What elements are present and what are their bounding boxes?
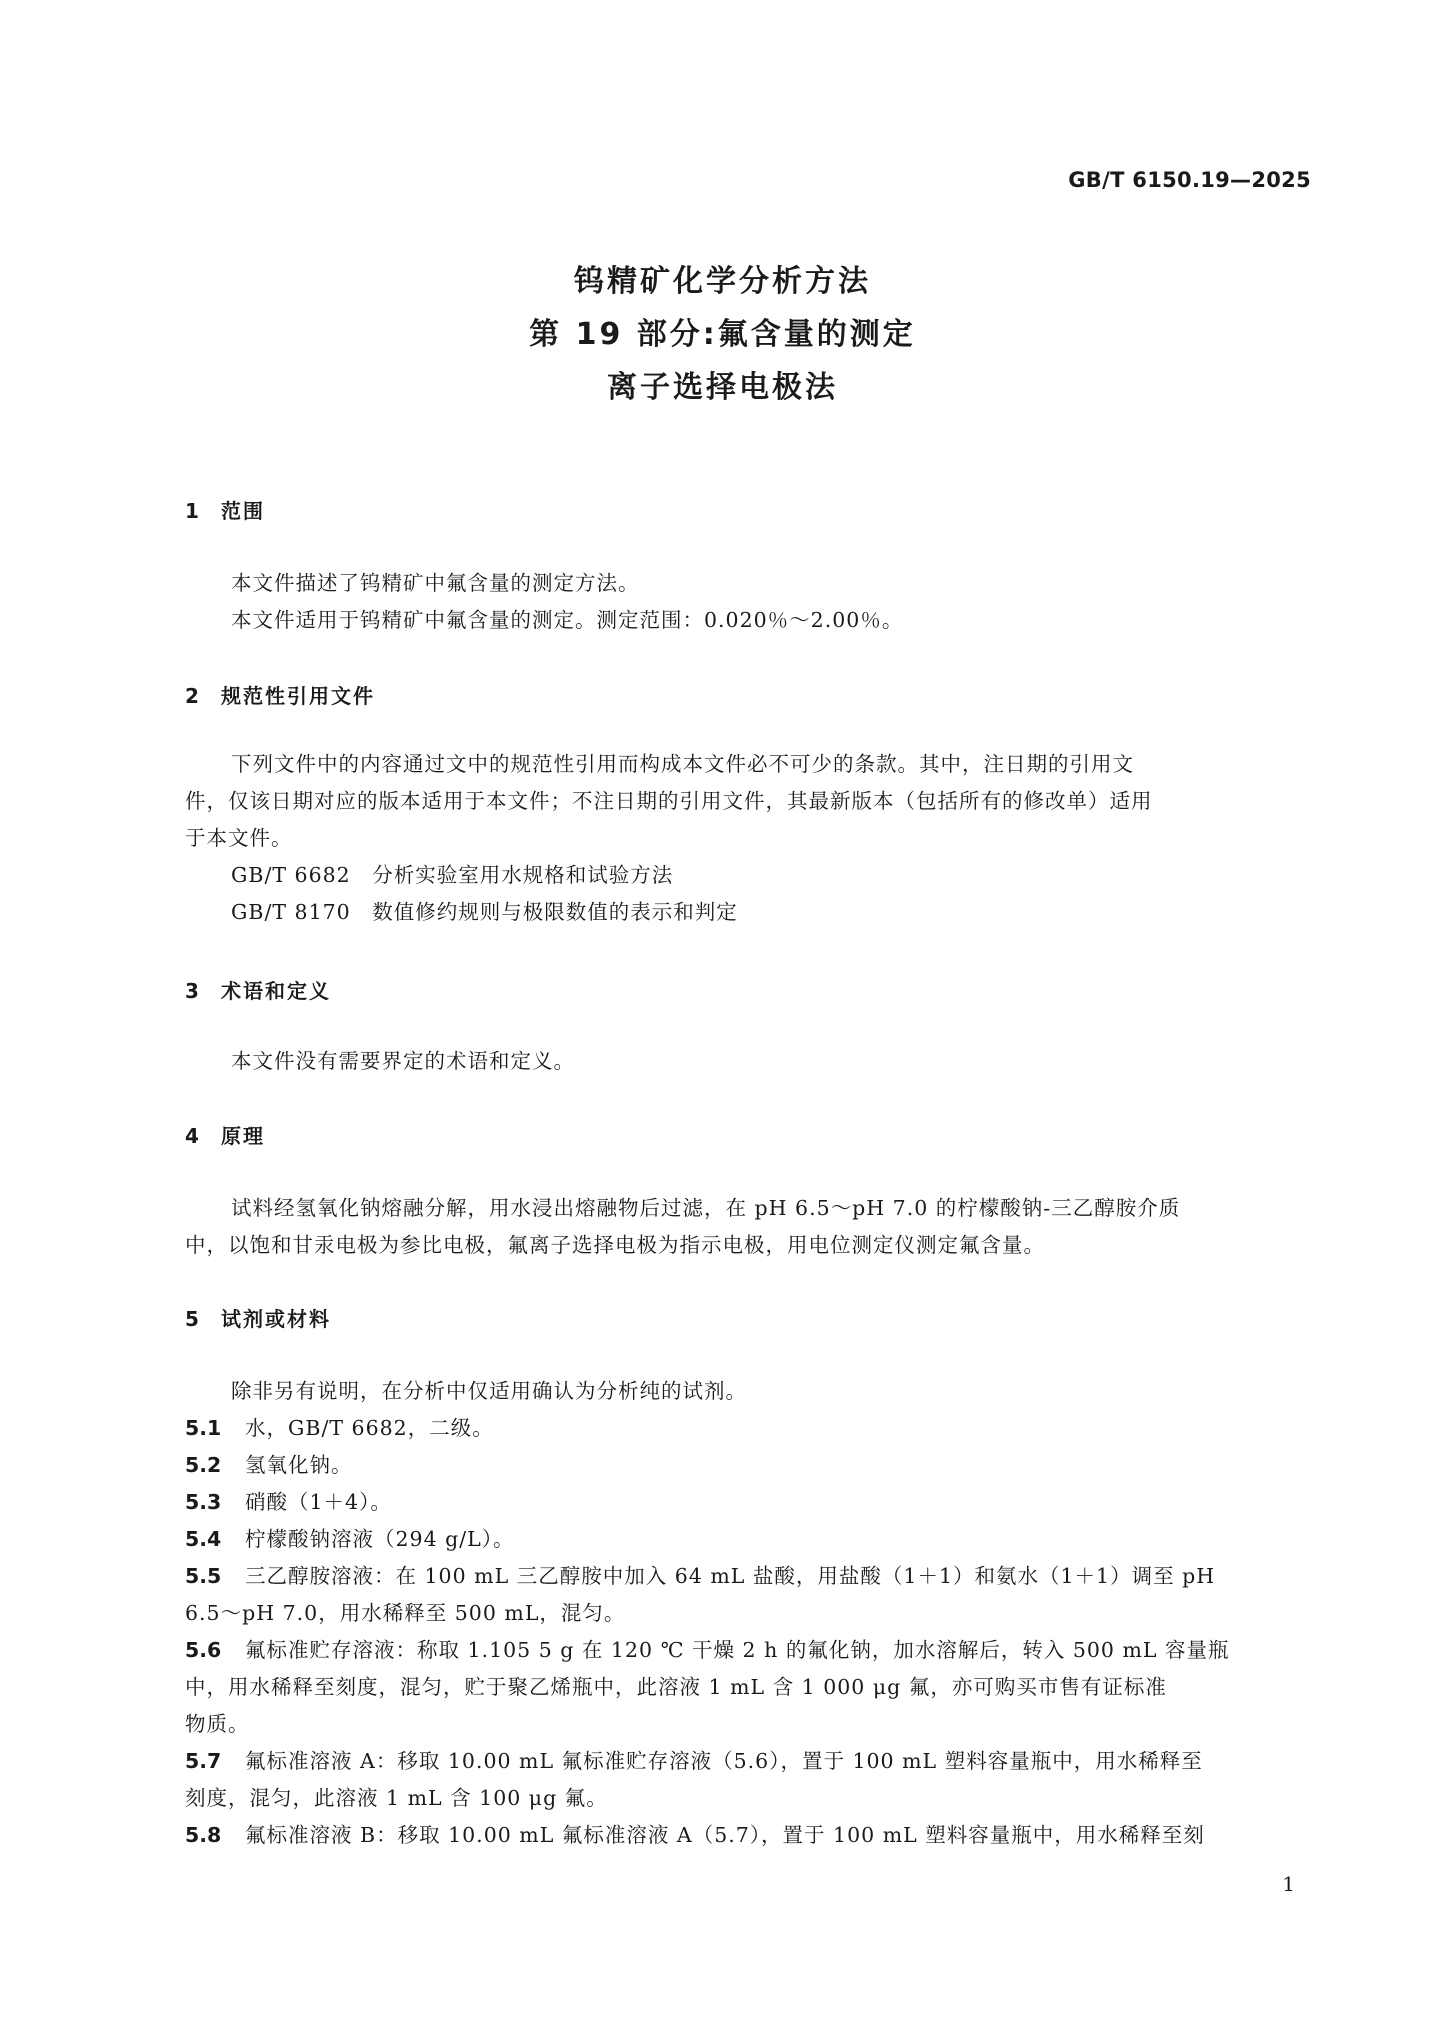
section-body-terms bbox=[185, 1043, 1305, 1080]
document-title-line-3: 离子选择电极法 bbox=[607, 370, 838, 405]
item-text: 氟标准溶液 B：移取 10.00 mL 氟标准溶液 A（5.7），置于 100 mL 塑料容量瓶中，用水稀释至刻 bbox=[245, 1823, 1205, 1847]
section-heading-terms bbox=[185, 975, 331, 1004]
item-text: 氟标准溶液 A：移取 10.00 mL 氟标准贮存溶液（5.6），置于 100 mL 塑料容量瓶中，用水稀释至 bbox=[245, 1749, 1203, 1773]
page-number: 1 bbox=[1282, 1872, 1295, 1896]
item-number: 5.3 bbox=[185, 1490, 222, 1514]
item-text: 三乙醇胺溶液：在 100 mL 三乙醇胺中加入 64 mL 盐酸，用盐酸（1＋1）和氨水（1＋1）调至 pH bbox=[245, 1564, 1216, 1588]
item-text: 水，GB/T 6682，二级。 bbox=[245, 1416, 494, 1440]
paragraph-line: 中，以饱和甘汞电极为参比电极，氟离子选择电极为指示电极，用电位测定仪测定氟含量。 bbox=[185, 1233, 1045, 1257]
item-text: 柠檬酸钠溶液（294 g/L）。 bbox=[245, 1527, 515, 1551]
section-title: 范围 bbox=[221, 499, 265, 523]
item-text: 硝酸（1＋4）。 bbox=[245, 1490, 392, 1514]
reagent-item-5-6 bbox=[185, 1632, 1305, 1743]
section-number: 1 bbox=[185, 499, 201, 523]
section-number: 3 bbox=[185, 979, 201, 1003]
item-text-continued: 中，用水稀释至刻度，混匀，贮于聚乙烯瓶中，此溶液 1 mL 含 1 000 μg 氟，亦可购买市售有证标准 bbox=[185, 1675, 1167, 1699]
section-heading-normative-references bbox=[185, 680, 375, 709]
section-body-normative-references bbox=[185, 746, 1305, 931]
reagent-item-5-1 bbox=[185, 1410, 1305, 1447]
paragraph-line: 除非另有说明，在分析中仅适用确认为分析纯的试剂。 bbox=[231, 1379, 747, 1403]
section-body-scope bbox=[185, 565, 1305, 639]
item-text: 氢氧化钠。 bbox=[245, 1453, 353, 1477]
reference-gbt-6682: GB/T 6682 分析实验室用水规格和试验方法 bbox=[231, 863, 674, 887]
paragraph-line: 件，仅该日期对应的版本适用于本文件；不注日期的引用文件，其最新版本（包括所有的修改单）适用 bbox=[185, 789, 1153, 813]
reagent-item-5-3 bbox=[185, 1484, 1305, 1521]
section-heading-reagents bbox=[185, 1303, 331, 1332]
paragraph-line: 试料经氢氧化钠熔融分解，用水浸出熔融物后过滤，在 pH 6.5～pH 7.0 的柠檬酸钠-三乙醇胺介质 bbox=[231, 1196, 1181, 1220]
item-number: 5.4 bbox=[185, 1527, 222, 1551]
paragraph-line: 下列文件中的内容通过文中的规范性引用而构成本文件必不可少的条款。其中，注日期的引用文 bbox=[231, 752, 1134, 776]
section-title: 原理 bbox=[221, 1124, 265, 1148]
section-number: 4 bbox=[185, 1124, 201, 1148]
document-title-line-1: 钨精矿化学分析方法 bbox=[574, 264, 871, 299]
section-number: 2 bbox=[185, 684, 201, 708]
reagent-item-5-5 bbox=[185, 1558, 1305, 1632]
item-text-continued: 刻度，混匀，此溶液 1 mL 含 100 μg 氟。 bbox=[185, 1786, 608, 1810]
section-body-principle bbox=[185, 1190, 1305, 1264]
item-number: 5.8 bbox=[185, 1823, 222, 1847]
section-intro-reagents bbox=[185, 1373, 1305, 1410]
standard-code: GB/T 6150.19—2025 bbox=[1068, 168, 1311, 192]
paragraph-line: 本文件没有需要界定的术语和定义。 bbox=[231, 1049, 575, 1073]
reagent-item-5-4 bbox=[185, 1521, 1305, 1558]
item-number: 5.7 bbox=[185, 1749, 222, 1773]
item-text: 氟标准贮存溶液：称取 1.105 5 g 在 120 ℃ 干燥 2 h 的氟化钠，加水溶解后，转入 500 mL 容量瓶 bbox=[245, 1638, 1230, 1662]
paragraph-line: 本文件适用于钨精矿中氟含量的测定。测定范围：0.020％～2.00％。 bbox=[231, 608, 904, 632]
section-heading-scope bbox=[185, 495, 265, 524]
item-text-continued: 物质。 bbox=[185, 1712, 250, 1736]
paragraph-line: 本文件描述了钨精矿中氟含量的测定方法。 bbox=[231, 571, 640, 595]
document-title-line-2: 第 19 部分:氟含量的测定 bbox=[529, 317, 916, 352]
paragraph-line: 于本文件。 bbox=[185, 826, 293, 850]
reference-gbt-8170: GB/T 8170 数值修约规则与极限数值的表示和判定 bbox=[231, 900, 738, 924]
section-number: 5 bbox=[185, 1307, 201, 1331]
reagent-item-5-2 bbox=[185, 1447, 1305, 1484]
reagent-item-5-8 bbox=[185, 1817, 1305, 1854]
item-number: 5.2 bbox=[185, 1453, 222, 1477]
item-number: 5.5 bbox=[185, 1564, 222, 1588]
section-title: 规范性引用文件 bbox=[221, 684, 375, 708]
section-title: 术语和定义 bbox=[221, 979, 331, 1003]
section-title: 试剂或材料 bbox=[221, 1307, 331, 1331]
reagent-item-5-7 bbox=[185, 1743, 1305, 1817]
section-heading-principle bbox=[185, 1120, 265, 1149]
item-text-continued: 6.5～pH 7.0，用水稀释至 500 mL，混匀。 bbox=[185, 1601, 626, 1625]
item-number: 5.1 bbox=[185, 1416, 222, 1440]
item-number: 5.6 bbox=[185, 1638, 222, 1662]
